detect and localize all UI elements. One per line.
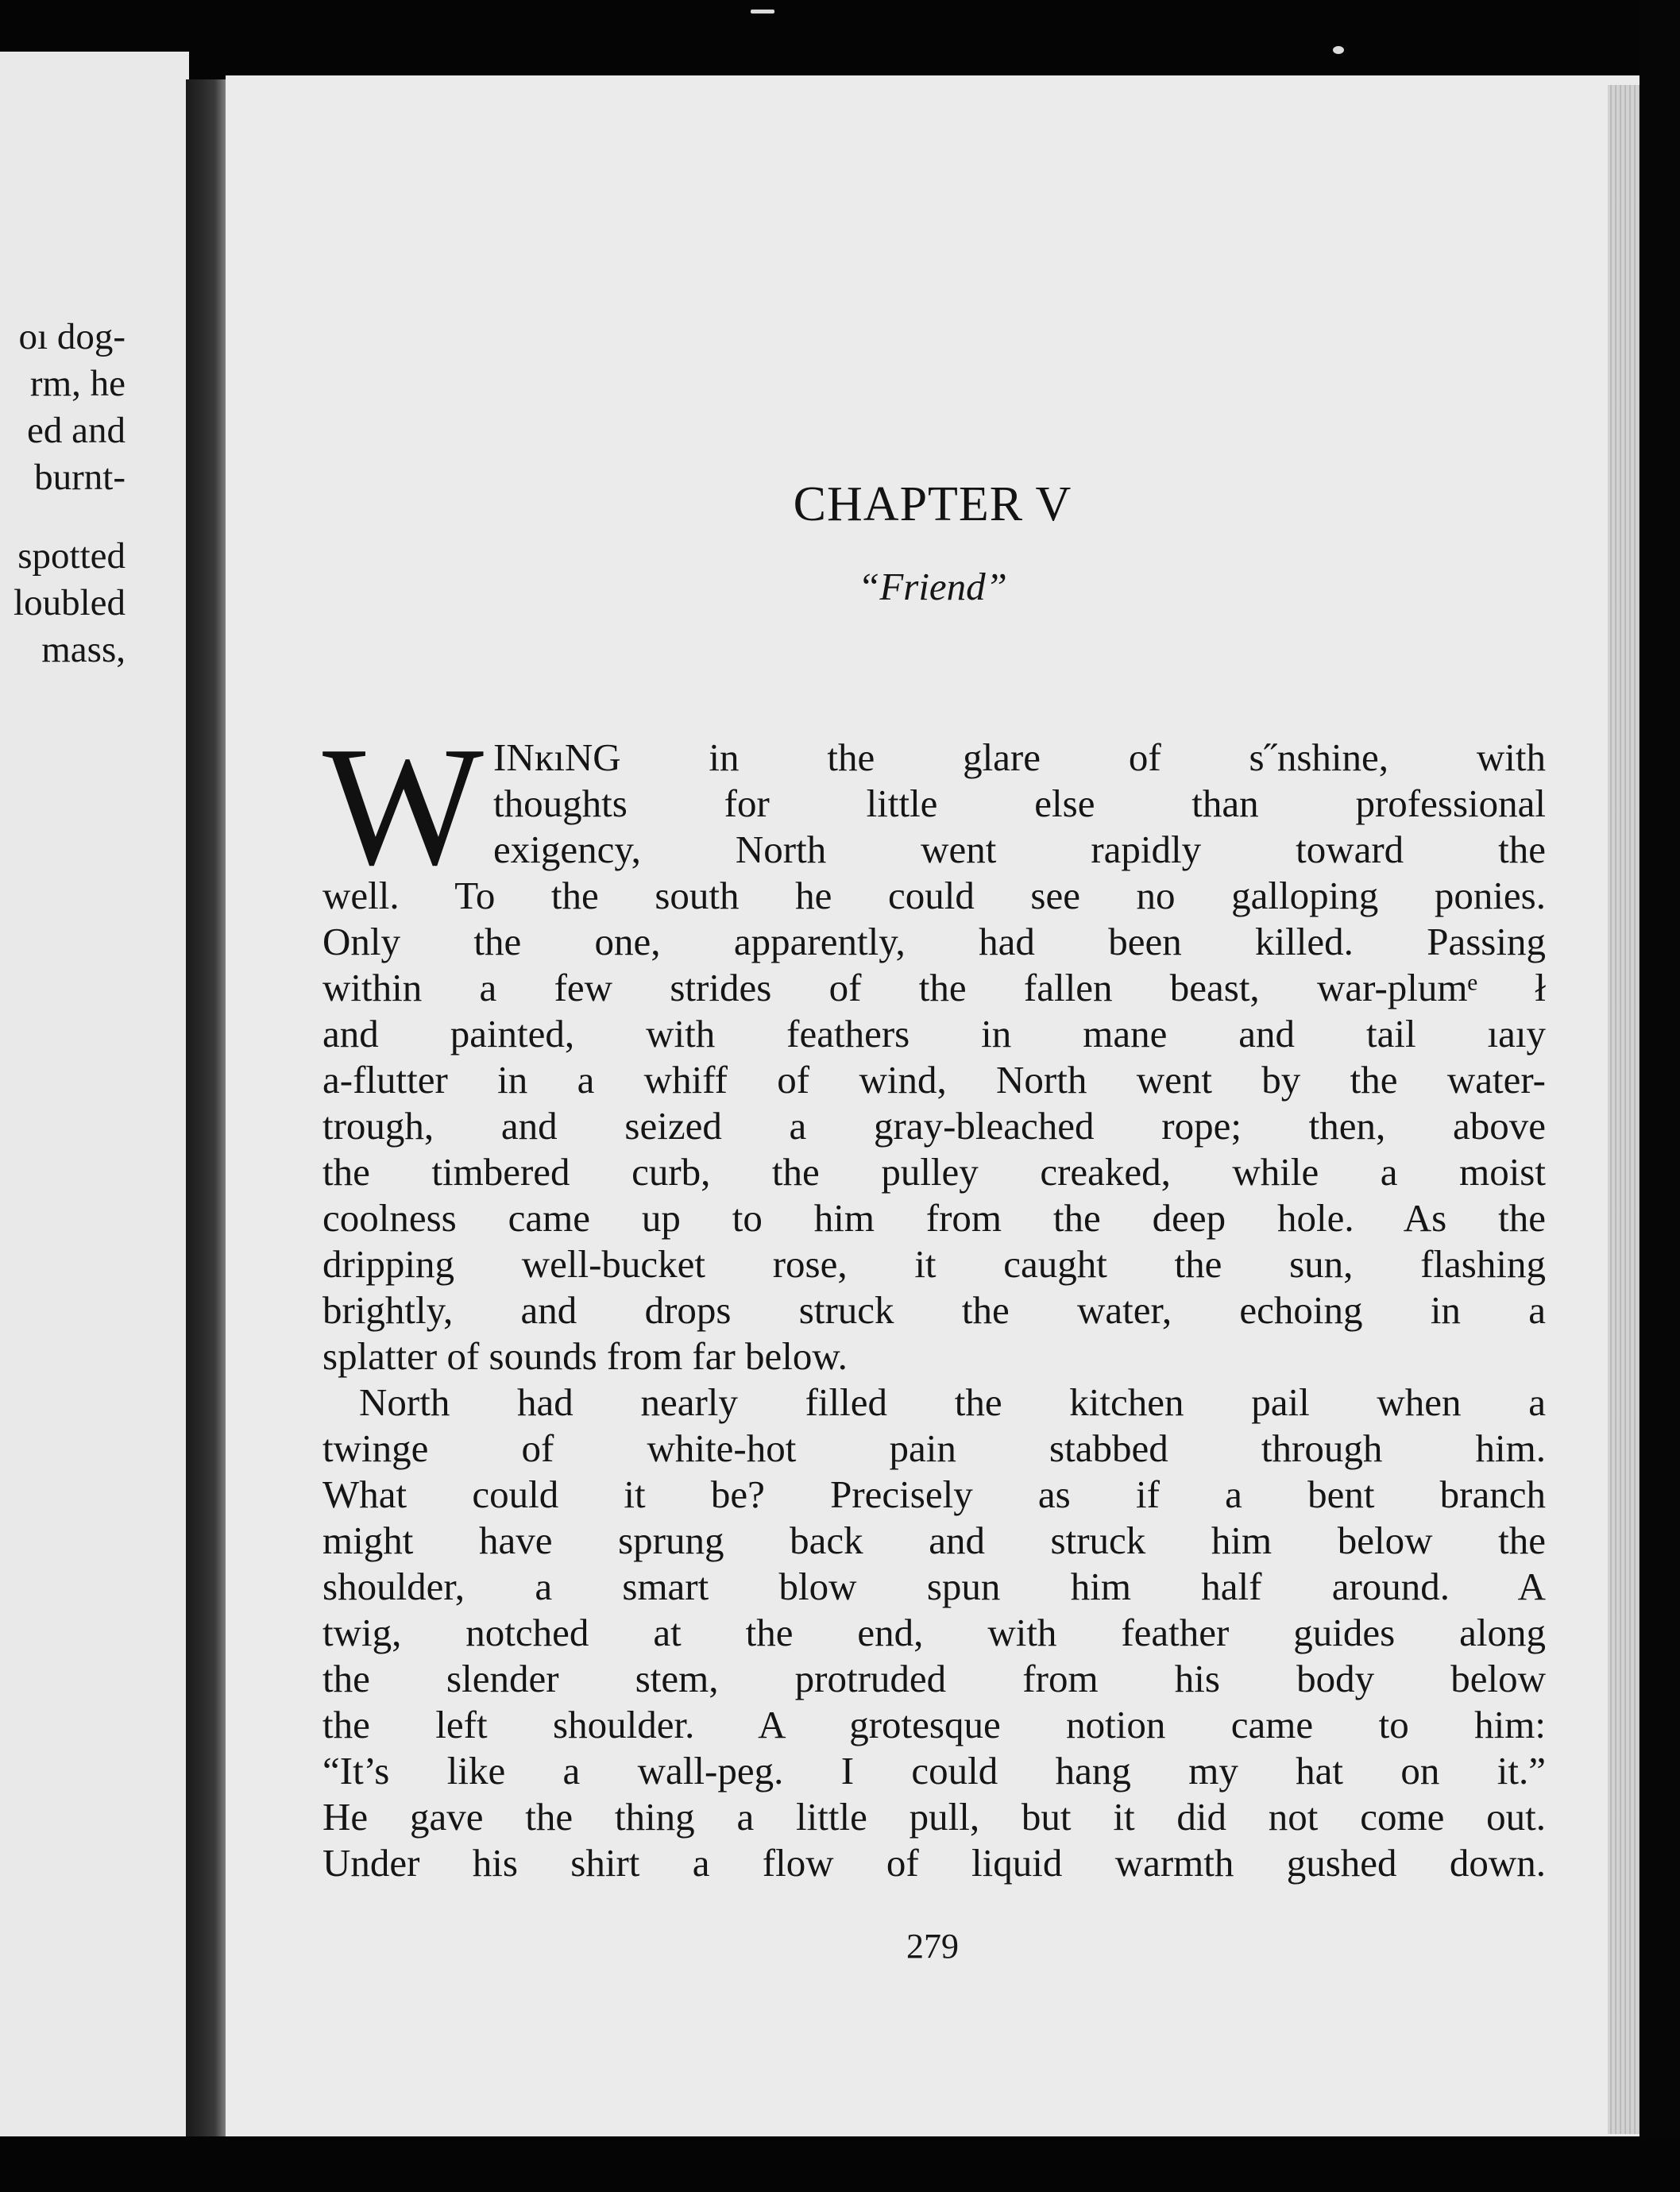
- text-line: exigency, North went rapidly toward the: [493, 828, 1546, 871]
- text-line: the timbered curb, the pulley creaked, while a moist: [322, 1150, 1546, 1194]
- text-line: North had nearly filled the kitchen pail when a: [359, 1380, 1546, 1424]
- text-line: thoughts for little else than professional: [493, 781, 1546, 825]
- chapter-heading: CHAPTER V: [793, 477, 1072, 531]
- scan-right-margin: [1640, 0, 1680, 2192]
- left-page-line: oı dog-: [18, 316, 126, 357]
- text-line: Only the one, apparently, had been killed. Passing: [322, 920, 1546, 963]
- text-line: might have sprung back and struck him below the: [322, 1519, 1546, 1562]
- text-line: and painted, with feathers in mane and tail ıaıy: [322, 1012, 1546, 1055]
- scan-top-margin: [0, 0, 1680, 75]
- dust-speck: [1333, 46, 1344, 54]
- text-line: well. To the south he could see no galloping ponies.: [322, 874, 1546, 917]
- left-page-line: mass,: [41, 629, 126, 670]
- left-page-line: ed and: [27, 410, 126, 451]
- text-line: He gave the thing a little pull, but it did not come out.: [322, 1795, 1546, 1839]
- scan-bottom-margin: [0, 2136, 1680, 2192]
- text-line: within a few strides of the fallen beast, war-plumᵉ ł: [322, 966, 1546, 1009]
- text-line: the slender stem, protruded from his body below: [322, 1657, 1546, 1700]
- text-line: twig, notched at the end, with feather guides along: [322, 1611, 1546, 1654]
- text-line: splatter of sounds from far below.: [322, 1334, 848, 1378]
- left-page-line: spotted: [17, 535, 126, 577]
- text-line: shoulder, a smart blow spun him half around. A: [322, 1565, 1546, 1608]
- text-line: What could it be? Precisely as if a bent branch: [322, 1472, 1546, 1516]
- text-line: trough, and seized a gray-bleached rope; then, above: [322, 1104, 1546, 1148]
- drop-cap: W: [322, 711, 484, 901]
- text-line: the left shoulder. A grotesque notion came to him:: [322, 1703, 1546, 1746]
- left-page-text: [14, 314, 126, 673]
- text-line: twinge of white-hot pain stabbed through him.: [322, 1426, 1546, 1470]
- text-line: coolness came up to him from the deep hole. As the: [322, 1196, 1546, 1240]
- page-edge: [1608, 85, 1639, 2134]
- right-page: [226, 75, 1639, 2136]
- text-line: a-flutter in a whiff of wind, North went by the water-: [322, 1058, 1546, 1102]
- chapter-subtitle: “Friend”: [858, 565, 1007, 608]
- left-page: [0, 52, 189, 2144]
- left-page-line: burnt-: [34, 457, 126, 498]
- left-page-line: loubled: [14, 582, 126, 623]
- text-line: INĸıNG in the glare of s˝nshine, with: [493, 735, 1546, 779]
- paragraph-gap: [14, 501, 126, 533]
- left-page-line: rm, he: [29, 363, 126, 404]
- text-line: Under his shirt a flow of liquid warmth gushed down.: [322, 1841, 1546, 1885]
- dust-speck: [751, 10, 774, 14]
- book-gutter: [186, 79, 227, 2136]
- page-number: 279: [906, 1927, 959, 1966]
- text-line: dripping well-bucket rose, it caught the sun, flashing: [322, 1242, 1546, 1286]
- text-line: “It’s like a wall-peg. I could hang my hat on it.”: [322, 1749, 1546, 1793]
- text-line: brightly, and drops struck the water, echoing in a: [322, 1288, 1546, 1332]
